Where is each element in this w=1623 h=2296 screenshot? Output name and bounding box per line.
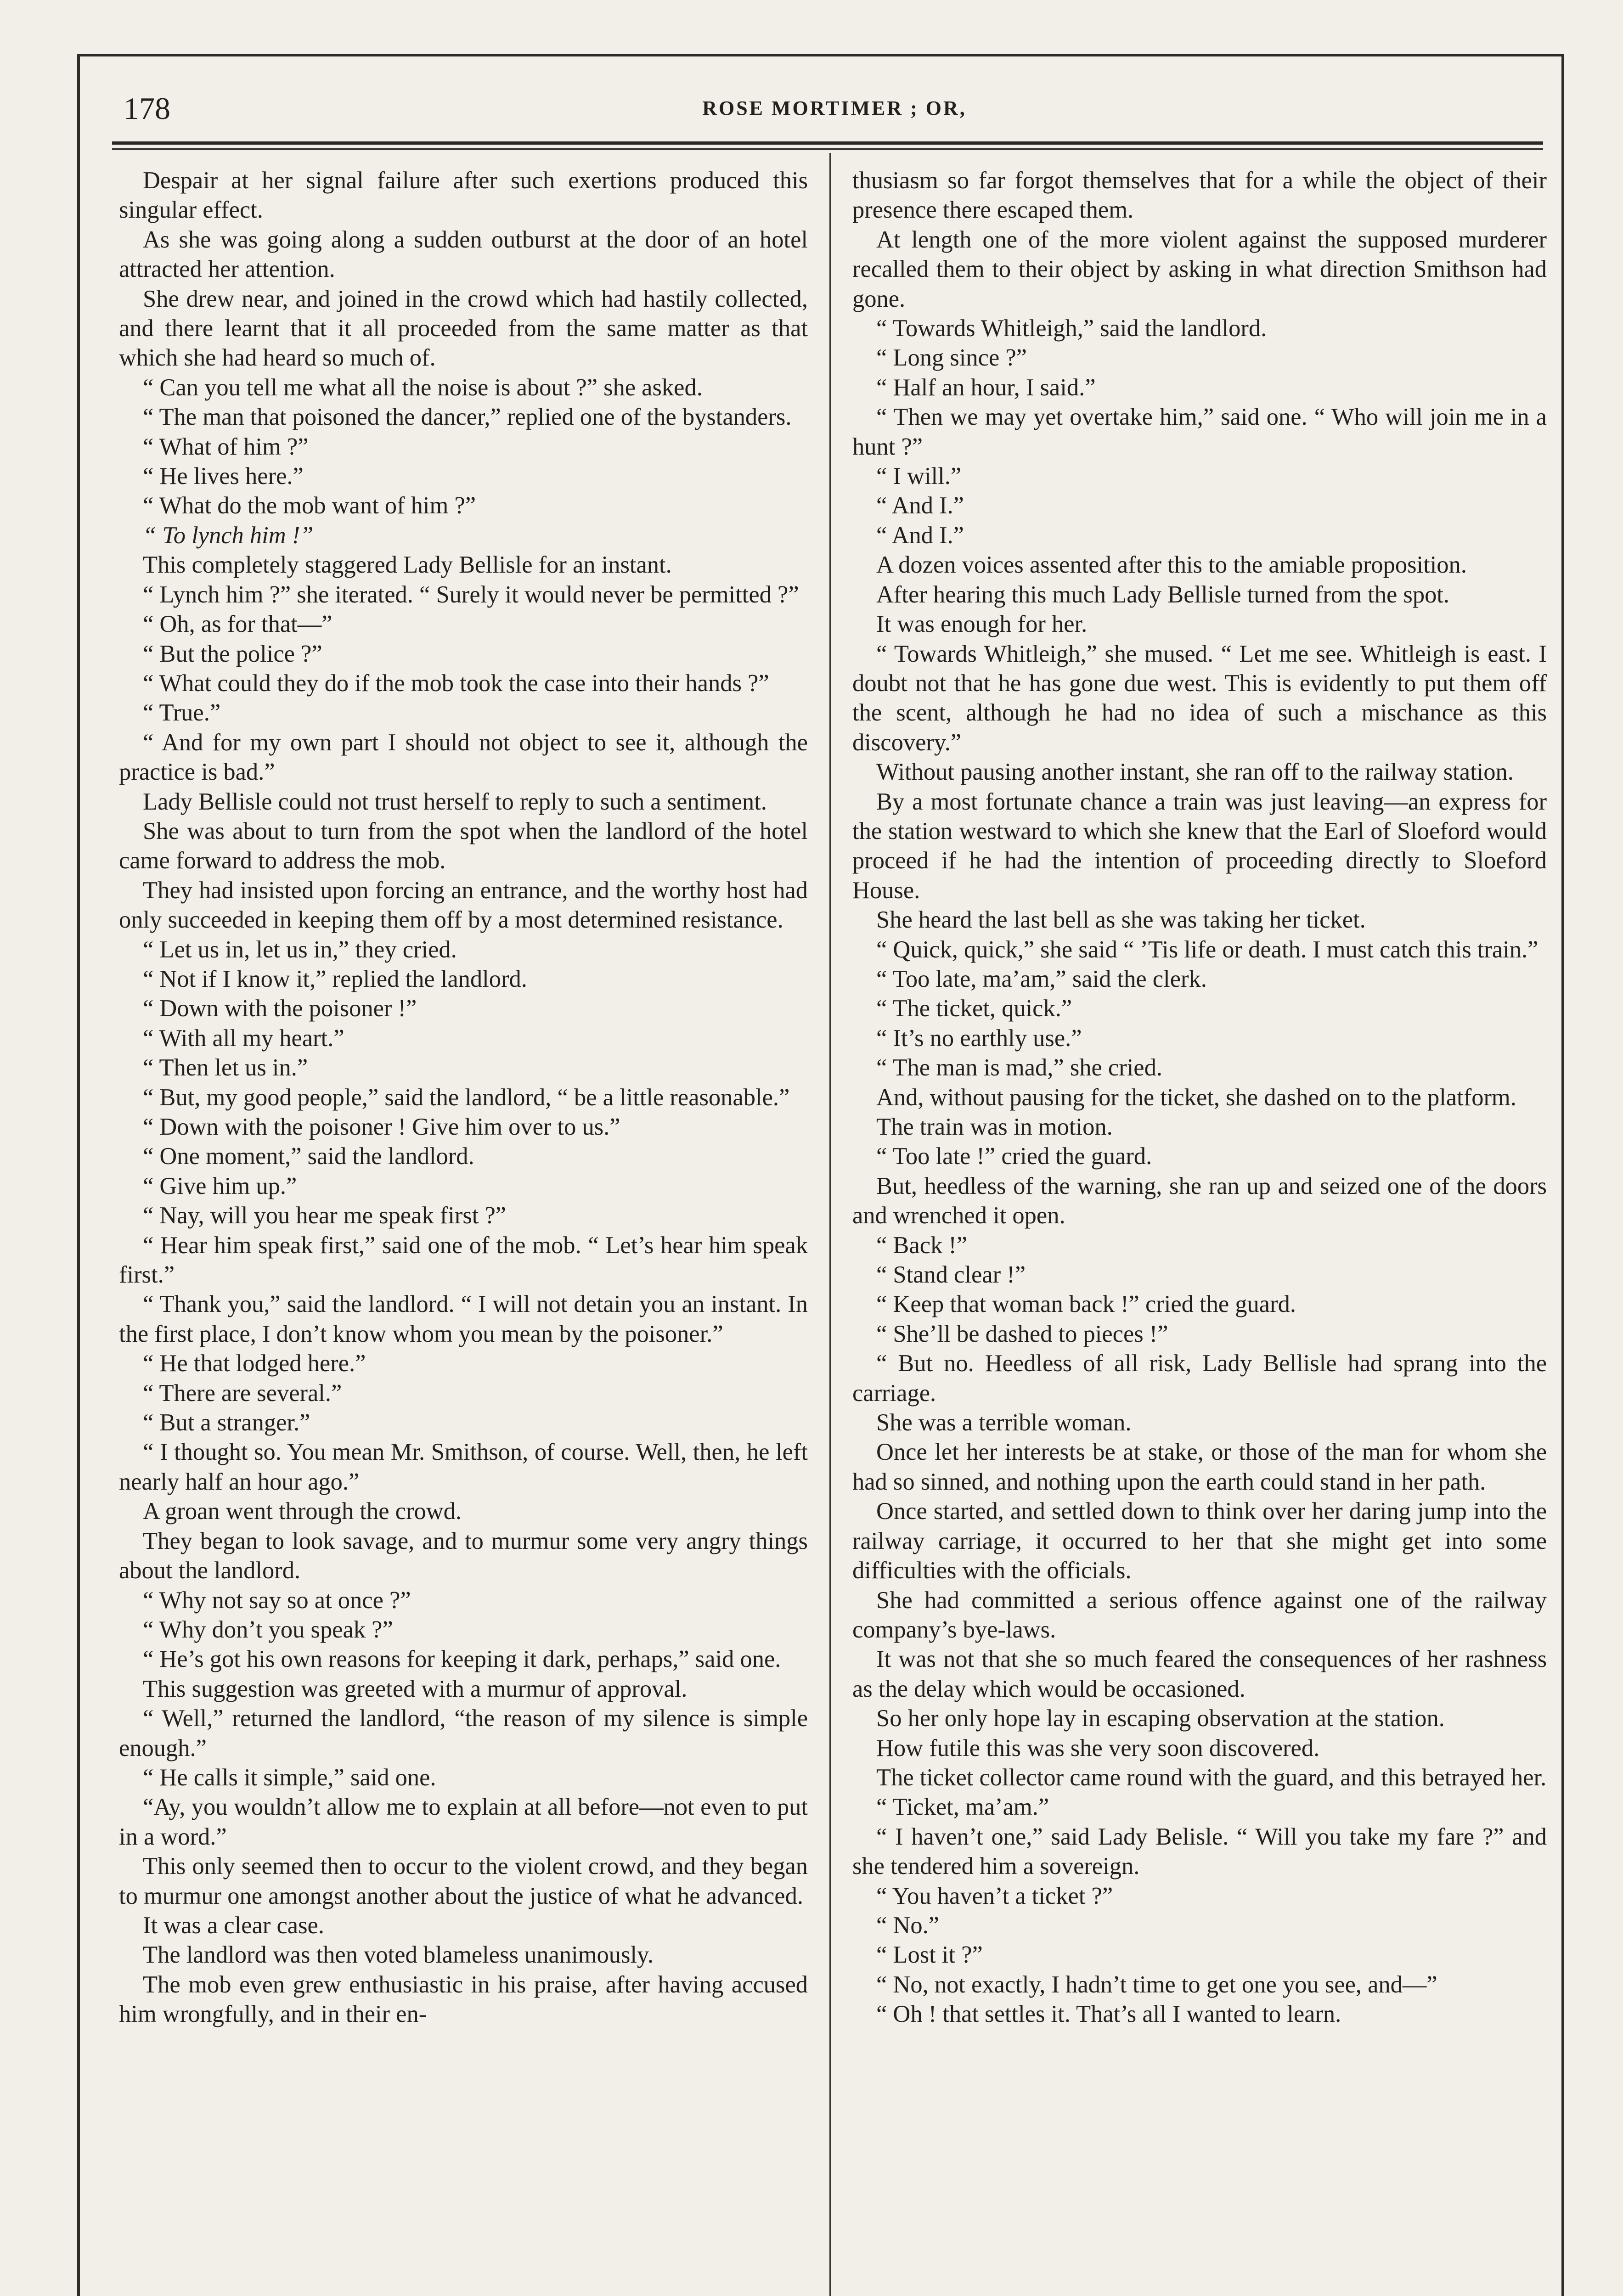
paragraph: “ To lynch him !” (143, 522, 314, 549)
paragraph: “ Then we may yet overtake him,” said one. “ Who will join me in a hunt ?” (852, 404, 1547, 460)
paragraph: By a most fortunate chance a train was just leaving—an express for the station westward to which she knew that the Earl of Sloeford would proceed if he had the intention of proceeding directly to Sloeford House. (852, 788, 1547, 904)
paragraph: Lady Bellisle could not trust herself to reply to such a sentiment. (143, 788, 767, 815)
paragraph: She had committed a serious offence against one of the railway company’s bye-laws. (852, 1587, 1547, 1643)
paragraph: A dozen voices assented after this to the amiable proposition. (876, 551, 1467, 579)
paragraph: “ He lives here.” (143, 463, 304, 490)
page-number: 178 (124, 91, 170, 126)
paragraph: This only seemed then to occur to the violent crowd, and they began to murmur one amongst another about the justice of what he advanced. (119, 1853, 808, 1909)
paragraph: The landlord was then voted blameless unanimously. (143, 1941, 654, 1969)
paragraph: “ Towards Whitleigh,” said the landlord. (876, 315, 1267, 342)
paragraph: Once let her interests be at stake, or those of the man for whom she had so sinned, and nothing upon the earth could stand in her path. (852, 1439, 1547, 1495)
paragraph: But, heedless of the warning, she ran up and seized one of the doors and wrenched it open. (852, 1172, 1547, 1229)
paragraph: “ The man is mad,” she cried. (876, 1054, 1162, 1081)
paragraph: “ Not if I know it,” replied the landlord. (143, 965, 527, 992)
paragraph: The train was in motion. (876, 1114, 1113, 1140)
paragraph: This completely staggered Lady Bellisle for an instant. (143, 551, 672, 579)
paragraph: “ And I.” (876, 522, 964, 549)
paragraph: “ No.” (876, 1912, 940, 1939)
paragraph: “ But the police ?” (143, 640, 322, 667)
paragraph: “ He that lodged here.” (143, 1350, 366, 1377)
paragraph: “ With all my heart.” (143, 1024, 344, 1052)
paragraph: Despair at her signal failure after such exertions produced this singular effect. (119, 167, 808, 224)
paragraph: “ Down with the poisoner ! Give him over to us.” (143, 1114, 620, 1140)
paragraph: “ What of him ?” (143, 433, 309, 460)
paragraph: “ Why don’t you speak ?” (143, 1616, 393, 1643)
paragraph: “ I thought so. You mean Mr. Smithson, of course. Well, then, he left nearly half an hour ago.” (119, 1439, 808, 1495)
paragraph: It was a clear case. (143, 1912, 324, 1939)
paragraph: “ Why not say so at once ?” (143, 1587, 411, 1614)
paragraph: “ Long since ?” (876, 344, 1027, 371)
paragraph: “ Thank you,” said the landlord. “ I will not detain you an instant. In the first place, I don’t know whom you mean by the poisoner.” (119, 1291, 808, 1347)
paragraph: “ Lost it ?” (876, 1941, 983, 1969)
right-column (852, 166, 1547, 2029)
paragraph: “ One moment,” said the landlord. (143, 1143, 474, 1170)
paragraph: “ She’ll be dashed to pieces !” (876, 1320, 1168, 1347)
paragraph: “ He’s got his own reasons for keeping it dark, perhaps,” said one. (143, 1646, 781, 1673)
paragraph: “ There are several.” (143, 1379, 342, 1407)
paragraph: She was a terrible woman. (876, 1409, 1132, 1436)
paragraph: “ But a stranger.” (143, 1409, 310, 1436)
paragraph: “ He calls it simple,” said one. (143, 1764, 436, 1791)
book-page (77, 54, 1564, 2296)
left-column (119, 166, 808, 2029)
paragraph: “ The man that poisoned the dancer,” replied one of the bystanders. (143, 404, 792, 431)
paragraph: “ Half an hour, I said.” (876, 374, 1096, 401)
column-divider (829, 153, 831, 2296)
paragraph: After hearing this much Lady Bellisle turned from the spot. (876, 581, 1450, 608)
paragraph: “ Oh ! that settles it. That’s all I wanted to learn. (876, 2001, 1341, 2028)
header-rule-thin (112, 148, 1543, 150)
paragraph: Without pausing another instant, she ran off to the railway station. (876, 759, 1514, 786)
paragraph: The ticket collector came round with the guard, and this betrayed her. (876, 1764, 1547, 1791)
paragraph: She drew near, and joined in the crowd which had hastily collected, and there learnt that it all proceeded from the same matter as that which she had heard so much of. (119, 285, 808, 371)
paragraph: A groan went through the crowd. (143, 1498, 462, 1525)
paragraph: “ Oh, as for that—” (143, 611, 332, 638)
paragraph: “ Then let us in.” (143, 1054, 308, 1081)
paragraph: “ Stand clear !” (876, 1261, 1026, 1289)
paragraph: The mob even grew enthusiastic in his praise, after having accused him wrongfully, and in their en- (119, 1971, 808, 2028)
paragraph: “ Nay, will you hear me speak first ?” (143, 1202, 507, 1229)
paragraph: How futile this was she very soon discovered. (876, 1734, 1320, 1761)
paragraph: “ But, my good people,” said the landlord, “ be a little reasonable.” (143, 1084, 790, 1111)
paragraph: They had insisted upon forcing an entrance, and the worthy host had only succeeded in keeping them off by a most determined resistance. (119, 877, 808, 934)
paragraph: “ And for my own part I should not object to see it, although the practice is bad.” (119, 729, 808, 786)
paragraph: “ Ticket, ma’am.” (876, 1794, 1049, 1821)
paragraph: “ Give him up.” (143, 1172, 297, 1199)
running-title: ROSE MORTIMER ; OR, (702, 97, 967, 119)
paragraph: “ The ticket, quick.” (876, 995, 1072, 1022)
paragraph: She heard the last bell as she was taking her ticket. (876, 906, 1366, 934)
page-header (124, 83, 1545, 134)
paragraph: “ And I.” (876, 492, 964, 519)
paragraph: “ I will.” (876, 463, 962, 490)
paragraph: “ Can you tell me what all the noise is about ?” she asked. (143, 374, 703, 401)
paragraph: “ No, not exactly, I hadn’t time to get one you see, and—” (876, 1971, 1437, 1998)
paragraph: It was enough for her. (876, 611, 1088, 638)
paragraph: This suggestion was greeted with a murmur of approval. (143, 1675, 688, 1702)
paragraph: At length one of the more violent against the supposed murderer recalled them to their object by asking in what direction Smithson had gone. (852, 226, 1547, 312)
paragraph: “ It’s no earthly use.” (876, 1024, 1082, 1052)
paragraph: “ Hear him speak first,” said one of the mob. “ Let’s hear him speak first.” (119, 1232, 808, 1289)
paragraph: “ What do the mob want of him ?” (143, 492, 476, 519)
paragraph: “ Keep that woman back !” cried the guard. (876, 1291, 1296, 1318)
paragraph: “ Back !” (876, 1232, 968, 1259)
paragraph: “ True.” (143, 699, 221, 726)
paragraph: “ Quick, quick,” she said “ ’Tis life or death. I must catch this train.” (876, 936, 1538, 963)
paragraph: “ Lynch him ?” she iterated. “ Surely it would never be permitted ?” (143, 581, 799, 608)
paragraph: As she was going along a sudden outburst at the door of an hotel attracted her attention. (119, 226, 808, 283)
paragraph: “ Well,” returned the landlord, “the reason of my silence is simple enough.” (119, 1705, 808, 1761)
paragraph: “ Too late, ma’am,” said the clerk. (876, 965, 1207, 992)
paragraph: So her only hope lay in escaping observation at the station. (876, 1705, 1445, 1732)
paragraph: “ But no. Heedless of all risk, Lady Bellisle had sprang into the carriage. (852, 1350, 1547, 1407)
paragraph: thusiasm so far forgot themselves that for a while the object of their presence there escaped them. (852, 167, 1547, 224)
paragraph: Once started, and settled down to think over her daring jump into the railway carriage, it occurred to her that she might get into some difficulties with the officials. (852, 1498, 1547, 1584)
paragraph: “ Too late !” cried the guard. (876, 1143, 1152, 1170)
paragraph: She was about to turn from the spot when the landlord of the hotel came forward to address the mob. (119, 817, 808, 874)
paragraph: “ Let us in, let us in,” they cried. (143, 936, 457, 963)
paragraph: “ What could they do if the mob took the case into their hands ?” (143, 670, 769, 697)
paragraph: “ Towards Whitleigh,” she mused. “ Let me see. Whitleigh is east. I doubt not that he has gone due west. This is evidently to put them off the scent, although he had no idea of such a mischance as this discovery.” (852, 640, 1547, 756)
paragraph: It was not that she so much feared the consequences of her rashness as the delay which would be occasioned. (852, 1646, 1547, 1702)
header-rule (112, 141, 1543, 145)
paragraph: “ Down with the poisoner !” (143, 995, 417, 1022)
paragraph: “ I haven’t one,” said Lady Belisle. “ Will you take my fare ?” and she tendered him a sovereign. (852, 1823, 1547, 1880)
paragraph: And, without pausing for the ticket, she dashed on to the platform. (876, 1084, 1516, 1111)
paragraph: “Ay, you wouldn’t allow me to explain at all before—not even to put in a word.” (119, 1794, 808, 1850)
paragraph: “ You haven’t a ticket ?” (876, 1882, 1113, 1909)
paragraph: They began to look savage, and to murmur some very angry things about the landlord. (119, 1527, 808, 1584)
